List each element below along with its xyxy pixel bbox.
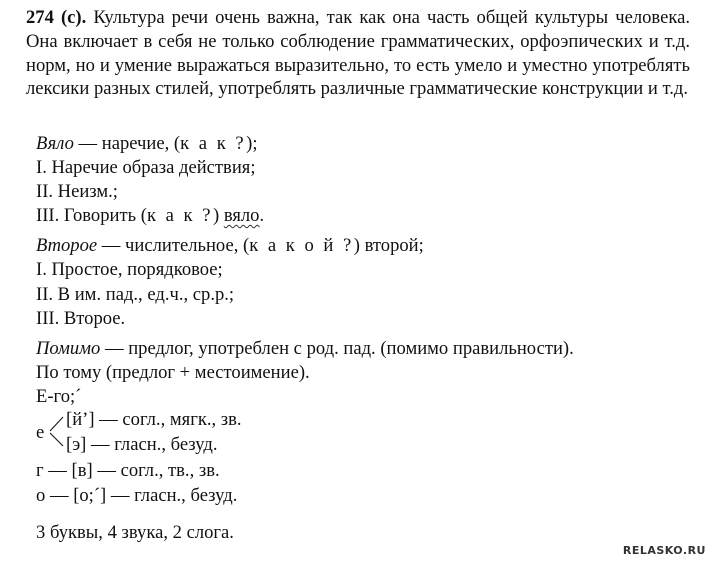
word1-line1: I. Наречие образа действия; — [36, 157, 256, 178]
exercise-intro — [26, 6, 690, 101]
exercise-number: 274 (с). — [26, 7, 87, 28]
word2-line2: II. В им. пад., ед.ч., ср.р.; — [36, 284, 235, 305]
word1-line3-end: . — [259, 205, 265, 226]
word2-header — [36, 234, 424, 258]
word1-question: к а к ? — [180, 133, 247, 154]
branch-lines-icon — [48, 412, 66, 452]
word2-desc-end: ) второй; — [353, 235, 424, 256]
phonetic-word: Е-го;´ — [36, 386, 82, 407]
word2-line1: I. Простое, порядковое; — [36, 259, 223, 280]
word3-header — [36, 337, 574, 361]
phonetic-e-sound2: [э] — гласн., безуд. — [66, 434, 218, 455]
word1-desc-end: ); — [246, 133, 258, 154]
word2-word: Второе — [36, 235, 98, 256]
word1-desc: — наречие, ( — [73, 133, 181, 154]
exercise-text: Культура речи очень важна, так как она часть общей культуры человека. Она включает в себя не только соблюдение грамматических, орфоэпических и т.д. норм, но и умение выражаться выразительно, то есть умело и уместно употреблять лексики разных стилей, употреблять различные грамматические конструкции и т.д. — [26, 7, 690, 100]
word2-question: к а к о й ? — [249, 235, 354, 256]
word2-desc: — числительное, ( — [97, 235, 250, 256]
word1-line3-pre: III. Говорить ( — [36, 205, 147, 226]
word1-header — [36, 132, 258, 156]
word3-desc: — предлог, употреблен с род. пад. (помимо правильности). — [100, 338, 574, 359]
word3-line2: По тому (предлог + местоимение). — [36, 362, 310, 383]
word1-word: Вяло — [36, 133, 74, 154]
word2-line3: III. Второе. — [36, 308, 126, 329]
phonetic-e-sound1: [й’] — согл., мягк., зв. — [66, 409, 242, 430]
phonetic-o-line: о — [о;´] — гласн., безуд. — [36, 485, 238, 506]
word1-line3-question: к а к ? — [146, 205, 213, 226]
watermark: RELASKO.RU — [622, 544, 706, 557]
word1-line3 — [36, 204, 264, 228]
phonetic-g-line: г — [в] — согл., тв., зв. — [36, 460, 220, 481]
phonetic-summary: 3 буквы, 4 звука, 2 слога. — [36, 522, 234, 543]
word3-word: Помимо — [36, 338, 101, 359]
word1-line2: II. Неизм.; — [36, 181, 118, 202]
word1-line3-mid: ) — [212, 205, 224, 226]
word1-line3-word: вяло — [223, 205, 260, 226]
phonetic-letter-e: е — [36, 422, 45, 443]
